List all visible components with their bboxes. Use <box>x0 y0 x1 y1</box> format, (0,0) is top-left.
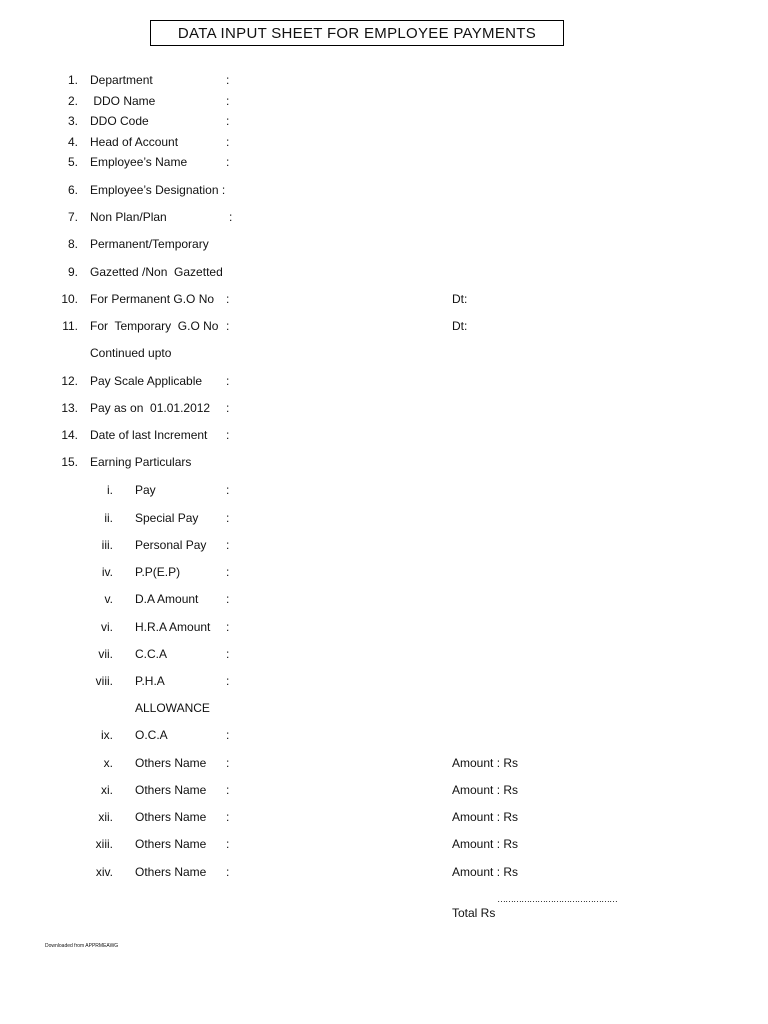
earning-label: D.A Amount <box>135 592 199 606</box>
item-label: Employee’s Designation : <box>90 183 226 197</box>
item-number: 6. <box>67 183 78 197</box>
earning-number: viii. <box>95 674 113 688</box>
earning-label: Others Name <box>135 837 207 851</box>
item-label: Head of Account <box>90 135 179 149</box>
date-label: Dt: <box>452 292 468 306</box>
earning-colon: : <box>226 538 230 552</box>
earning-number: xii. <box>98 810 113 824</box>
item-colon: : <box>229 210 233 224</box>
item-number: 5. <box>67 155 78 169</box>
amount-label: Amount : Rs <box>452 865 519 879</box>
earning-number: xiv. <box>95 865 113 879</box>
item-number: 4. <box>67 135 78 149</box>
earning-colon: : <box>226 756 230 770</box>
item-label: Department <box>90 73 153 87</box>
item-number: 13. <box>61 401 78 415</box>
earning-label: H.R.A Amount <box>135 620 211 634</box>
amount-label: Amount : Rs <box>452 837 519 851</box>
item-number: 1. <box>67 73 78 87</box>
item-colon: : <box>226 401 230 415</box>
earning-number: vii. <box>98 647 113 661</box>
amount-label: Amount : Rs <box>452 783 519 797</box>
item-label: Employee’s Name <box>90 155 188 169</box>
item-label: Pay Scale Applicable <box>90 374 203 388</box>
item-number: 8. <box>67 237 78 251</box>
earning-number: xiii. <box>95 837 113 851</box>
item-number: 9. <box>67 265 78 279</box>
page-title: DATA INPUT SHEET FOR EMPLOYEE PAYMENTS <box>150 20 564 46</box>
total-dotted-line: ……………………………………… <box>497 894 617 904</box>
earning-colon: : <box>226 837 230 851</box>
item-colon: : <box>226 428 230 442</box>
item-number: 7. <box>67 210 78 224</box>
earning-colon: : <box>226 783 230 797</box>
date-label: Dt: <box>452 319 468 333</box>
item-number: 11. <box>62 319 78 333</box>
item-colon: : <box>226 374 230 388</box>
earning-label: O.C.A <box>135 728 168 742</box>
earning-label: Others Name <box>135 810 207 824</box>
earning-colon: : <box>226 647 230 661</box>
item-number: 15. <box>61 455 78 469</box>
earning-number: iv. <box>101 565 113 579</box>
earning-label: Personal Pay <box>135 538 207 552</box>
earning-number: xi. <box>101 783 113 797</box>
item-colon: : <box>226 319 230 333</box>
earning-number: v. <box>104 592 113 606</box>
amount-label: Amount : Rs <box>452 810 519 824</box>
earning-colon: : <box>226 511 230 525</box>
item-label: Non Plan/Plan <box>90 210 167 224</box>
earning-label: Others Name <box>135 783 207 797</box>
item-colon: : <box>226 73 230 87</box>
amount-label: Amount : Rs <box>452 756 519 770</box>
item-label: Earning Particulars <box>90 455 192 469</box>
earning-colon: : <box>226 865 230 879</box>
earning-number: vi. <box>101 620 113 634</box>
item-label: DDO Code <box>90 114 149 128</box>
earning-label: Special Pay <box>135 511 199 525</box>
earning-colon: : <box>226 810 230 824</box>
item-label: For Permanent G.O No <box>90 292 215 306</box>
earning-number: i. <box>107 483 113 497</box>
item-label: Pay as on 01.01.2012 <box>90 401 211 415</box>
item-colon: : <box>226 155 230 169</box>
total-label: Total Rs <box>452 906 496 920</box>
earning-label: Pay <box>135 483 156 497</box>
earning-colon: : <box>226 565 230 579</box>
item-colon: : <box>226 94 230 108</box>
earning-number: iii. <box>101 538 113 552</box>
item-number: 3. <box>67 114 78 128</box>
footer-note: Downloaded from APPRMEAWG <box>45 943 119 949</box>
item-colon: : <box>226 114 230 128</box>
earning-label: P.H.A <box>135 674 165 688</box>
earning-label: Others Name <box>135 865 207 879</box>
earning-number: ix. <box>101 728 113 742</box>
earning-label: P.P(E.P) <box>135 565 181 579</box>
item-number: 2. <box>67 94 78 108</box>
earning-number: ii. <box>104 511 113 525</box>
item-label: DDO Name <box>90 94 156 108</box>
item-label: Permanent/Temporary <box>90 237 209 251</box>
item-label: Date of last Increment <box>90 428 208 442</box>
item-number: 14. <box>61 428 78 442</box>
item-colon: : <box>226 135 230 149</box>
item-number: 10. <box>61 292 78 306</box>
item-label: Continued upto <box>90 346 172 360</box>
earning-label: ALLOWANCE <box>135 701 210 715</box>
earning-colon: : <box>226 620 230 634</box>
item-label: Gazetted /Non Gazetted <box>90 265 223 279</box>
earning-colon: : <box>226 592 230 606</box>
item-label: For Temporary G.O No <box>90 319 219 333</box>
item-colon: : <box>226 292 230 306</box>
earning-label: Others Name <box>135 756 207 770</box>
earning-colon: : <box>226 728 230 742</box>
earning-colon: : <box>226 483 230 497</box>
earning-label: C.C.A <box>135 647 168 661</box>
item-number: 12. <box>61 374 78 388</box>
earning-colon: : <box>226 674 230 688</box>
earning-number: x. <box>103 756 113 770</box>
